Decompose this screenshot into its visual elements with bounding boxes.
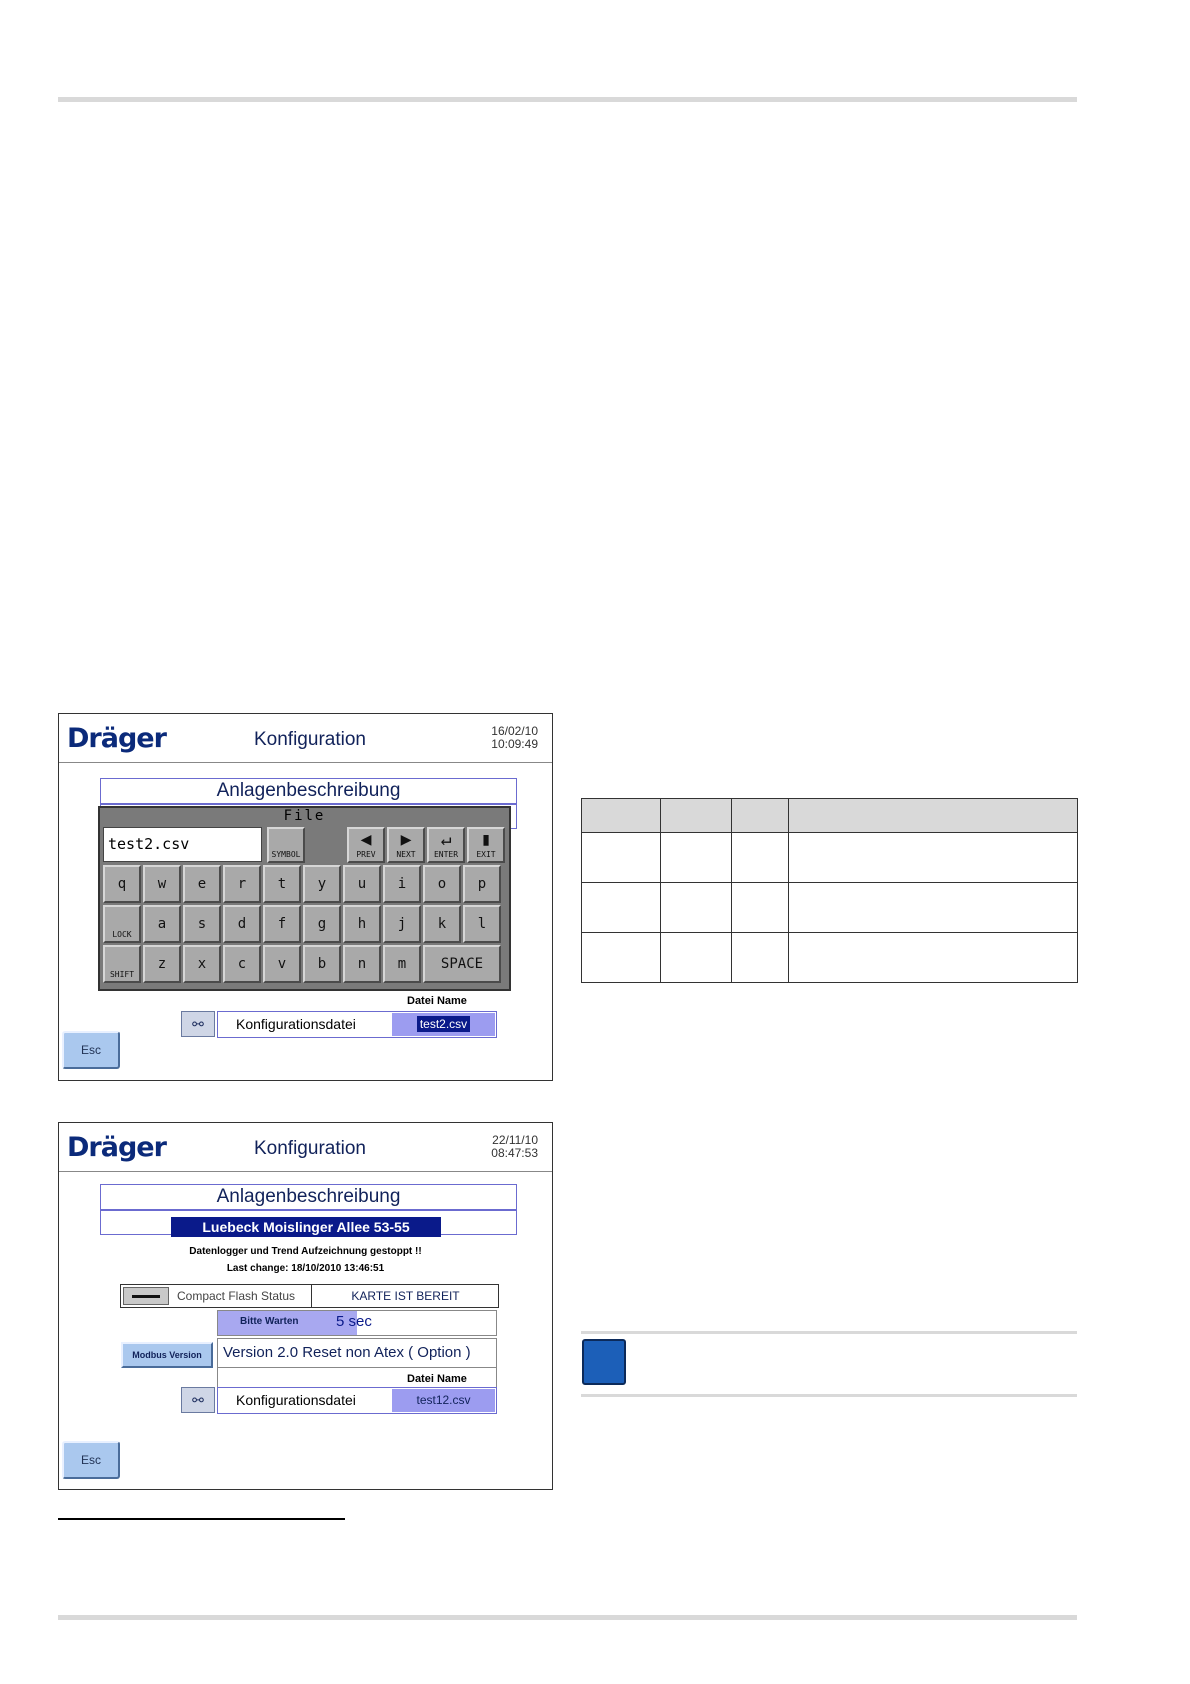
footnote-separator: [58, 1518, 345, 1520]
screen-title: Konfiguration: [254, 729, 366, 750]
key-q[interactable]: q: [103, 865, 141, 903]
key-s[interactable]: s: [183, 905, 221, 943]
table-cell: [789, 833, 1078, 883]
table-cell: [661, 933, 732, 983]
key-i[interactable]: i: [383, 865, 421, 903]
keyboard-title: File: [283, 808, 326, 824]
key-z[interactable]: z: [143, 945, 181, 983]
arrow-left-icon: ◀: [360, 829, 372, 850]
key-r[interactable]: r: [223, 865, 261, 903]
table-row: [582, 833, 1078, 883]
table-cell: [732, 833, 789, 883]
key-h[interactable]: h: [343, 905, 381, 943]
table-cell: [582, 883, 661, 933]
divider: [218, 1367, 496, 1368]
compact-flash-status: KARTE IST BEREIT: [311, 1285, 499, 1307]
header-rule: [58, 97, 1077, 102]
config-file-row: [217, 1387, 497, 1414]
version-text: Version 2.0 Reset non Atex ( Option ): [223, 1344, 471, 1361]
table-cell: [582, 933, 661, 983]
wait-value: 5 sec: [336, 1313, 372, 1330]
esc-button[interactable]: Esc: [62, 1031, 120, 1069]
key-u[interactable]: u: [343, 865, 381, 903]
space-key[interactable]: SPACE: [423, 945, 501, 983]
esc-button[interactable]: Esc: [62, 1441, 120, 1479]
key-j[interactable]: j: [383, 905, 421, 943]
plant-address: Luebeck Moislinger Allee 53-55: [171, 1217, 441, 1237]
description-title: Anlagenbeschreibung: [100, 778, 517, 804]
table-header-cell: [661, 799, 732, 833]
key-e[interactable]: e: [183, 865, 221, 903]
table-cell: [661, 883, 732, 933]
modbus-version-button[interactable]: Modbus Version: [121, 1342, 213, 1368]
compact-flash-label: Compact Flash Status: [177, 1289, 296, 1303]
key-k[interactable]: k: [423, 905, 461, 943]
key-d[interactable]: d: [223, 905, 261, 943]
wait-progress: [217, 1310, 497, 1336]
table-row: [582, 933, 1078, 983]
config-file-value[interactable]: test2.csv: [392, 1013, 495, 1036]
table-cell: [789, 883, 1078, 933]
table-header-cell: [789, 799, 1078, 833]
enter-key[interactable]: ↵ ENTER: [427, 827, 465, 863]
key-y[interactable]: y: [303, 865, 341, 903]
table-header-cell: [582, 799, 661, 833]
key-x[interactable]: x: [183, 945, 221, 983]
table-cell: [732, 933, 789, 983]
screen-datetime: [491, 1134, 538, 1160]
key-w[interactable]: w: [143, 865, 181, 903]
arrow-right-icon: ▶: [400, 829, 412, 850]
note-rule-top: [581, 1331, 1077, 1334]
prev-key[interactable]: ◀ PREV: [347, 827, 385, 863]
next-key[interactable]: ▶ NEXT: [387, 827, 425, 863]
compact-flash-icon[interactable]: [123, 1287, 169, 1305]
parameter-table: [581, 798, 1078, 983]
wait-label: Bitte Warten: [240, 1316, 299, 1327]
key-b[interactable]: b: [303, 945, 341, 983]
key-o[interactable]: o: [423, 865, 461, 903]
key-f[interactable]: f: [263, 905, 301, 943]
logger-stopped-message: Datenlogger und Trend Aufzeichnung gestoppt !!: [189, 1246, 422, 1257]
table-cell: [732, 883, 789, 933]
key-c[interactable]: c: [223, 945, 261, 983]
screen-date: 16/02/10: [491, 724, 538, 738]
usb-stick-icon: ⚯: [181, 1011, 215, 1037]
screen-header: [59, 1123, 552, 1172]
usb-stick-icon: ⚯: [181, 1387, 215, 1413]
shift-key[interactable]: SHIFT: [103, 945, 141, 983]
file-name-label: Datei Name: [407, 995, 467, 1007]
last-change-text: Last change: 18/10/2010 13:46:51: [226, 1263, 385, 1274]
exit-icon: ▮: [480, 829, 492, 850]
key-g[interactable]: g: [303, 905, 341, 943]
screenshot-status-screen: [58, 1122, 553, 1490]
screen-title: Konfiguration: [254, 1138, 366, 1159]
compact-flash-row: [120, 1284, 499, 1308]
onscreen-keyboard: [98, 806, 511, 991]
screen-header: [59, 714, 552, 763]
screen-datetime: [491, 725, 538, 751]
description-title: Anlagenbeschreibung: [100, 1184, 517, 1210]
screen-time: 10:09:49: [491, 737, 538, 751]
table-cell: [661, 833, 732, 883]
key-m[interactable]: m: [383, 945, 421, 983]
drager-logo: Dräger: [67, 723, 166, 754]
key-n[interactable]: n: [343, 945, 381, 983]
symbol-key[interactable]: SYMBOL: [267, 827, 305, 863]
config-file-value[interactable]: test12.csv: [392, 1389, 495, 1412]
footer-rule: [58, 1615, 1077, 1620]
table-header-cell: [732, 799, 789, 833]
note-rule-bottom: [581, 1394, 1077, 1397]
key-a[interactable]: a: [143, 905, 181, 943]
table-row: [582, 883, 1078, 933]
table-cell: [582, 833, 661, 883]
drager-logo: Dräger: [67, 1132, 166, 1163]
config-file-label: Konfigurationsdatei: [236, 1392, 356, 1408]
lock-key[interactable]: LOCK: [103, 905, 141, 943]
enter-icon: ↵: [440, 829, 452, 850]
key-t[interactable]: t: [263, 865, 301, 903]
screenshot-keyboard-screen: [58, 713, 553, 1081]
exit-key[interactable]: ▮ EXIT: [467, 827, 505, 863]
key-v[interactable]: v: [263, 945, 301, 983]
config-file-label: Konfigurationsdatei: [236, 1016, 356, 1032]
config-file-row: [217, 1011, 497, 1038]
info-note-icon: [582, 1339, 626, 1385]
filename-input[interactable]: test2.csv: [103, 827, 262, 862]
table-cell: [789, 933, 1078, 983]
screen-date: 22/11/10: [492, 1133, 538, 1147]
file-name-label: Datei Name: [407, 1373, 467, 1385]
key-l[interactable]: l: [463, 905, 501, 943]
key-p[interactable]: p: [463, 865, 501, 903]
table-header-row: [582, 799, 1078, 833]
screen-time: 08:47:53: [491, 1146, 538, 1160]
